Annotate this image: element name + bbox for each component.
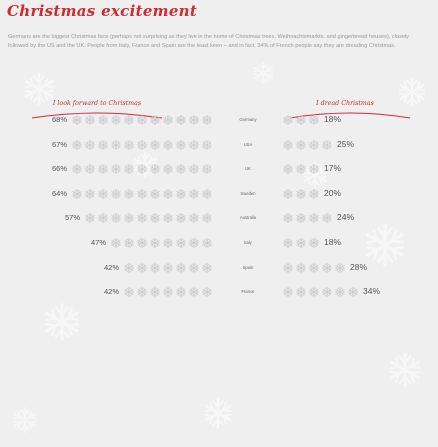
dread-percent: 25% [337, 138, 355, 149]
snowflake-icon [84, 188, 96, 200]
look-forward-percent: 42% [103, 287, 119, 297]
country-label: Sweden [240, 190, 256, 196]
country-row [0, 235, 438, 253]
snowflake-icon [282, 237, 294, 249]
snowflake-icon [308, 212, 320, 224]
snowflake-icon [308, 188, 320, 200]
country-row [0, 137, 438, 155]
snowflake-icon [175, 237, 187, 249]
dread-flakes [282, 237, 320, 249]
snowflake-icon [97, 163, 109, 175]
snowflake-icon [188, 114, 200, 126]
country-row [0, 260, 438, 278]
snowflake-icon [149, 212, 161, 224]
snowflake-icon [321, 212, 333, 224]
snowflake-icon [123, 114, 135, 126]
dread-percent: 24% [337, 212, 355, 223]
snowflake-icon [136, 163, 148, 175]
snowflake-icon [110, 237, 122, 249]
dread-flakes [282, 212, 333, 224]
snowflake-icon [136, 139, 148, 151]
snowflake-icon [97, 114, 109, 126]
dread-flakes [282, 163, 320, 175]
look-forward-percent: 57% [64, 213, 80, 223]
snowflake-icon [282, 286, 294, 298]
snowflake-icon [175, 114, 187, 126]
snowflake-icon [123, 286, 135, 298]
snowflake-icon [347, 286, 359, 298]
snowflake-icon [188, 212, 200, 224]
dread-percent: 28% [350, 261, 368, 272]
snowflake-icon [10, 405, 40, 435]
snowflake-icon [110, 188, 122, 200]
snowflake-icon [175, 188, 187, 200]
snowflake-icon [149, 139, 161, 151]
snowflake-icon [188, 262, 200, 274]
page-title: Christmas excitement [7, 2, 198, 20]
snowflake-icon [149, 114, 161, 126]
snowflake-icon [334, 286, 346, 298]
country-row [0, 112, 438, 130]
snowflake-icon [295, 212, 307, 224]
country-label: UK [245, 166, 251, 172]
snowflake-icon [149, 286, 161, 298]
look-forward-flakes [84, 212, 213, 224]
snowflake-icon [123, 188, 135, 200]
snowflake-icon [282, 262, 294, 274]
snowflake-icon [71, 163, 83, 175]
snowflake-icon [136, 114, 148, 126]
country-row [0, 161, 438, 179]
snowflake-icon [110, 163, 122, 175]
snowflake-icon [282, 212, 294, 224]
look-forward-percent: 47% [90, 238, 106, 247]
dread-flakes [282, 262, 346, 274]
snowflake-icon [308, 139, 320, 151]
snowflake-icon [97, 139, 109, 151]
snowflake-icon [308, 262, 320, 274]
snowflake-icon [334, 262, 346, 274]
background-snowflake-icon [40, 300, 84, 348]
snowflake-icon [188, 237, 200, 249]
snowflake-icon [71, 114, 83, 126]
dread-percent: 17% [324, 163, 342, 174]
snowflake-icon [282, 188, 294, 200]
look-forward-flakes [123, 262, 213, 274]
snowflake-icon [321, 262, 333, 274]
snowflake-icon [162, 262, 174, 274]
snowflake-icon [123, 139, 135, 151]
look-forward-flakes [71, 139, 213, 151]
snowflake-icon [162, 188, 174, 200]
dread-flakes [282, 286, 359, 298]
snowflake-icon [136, 188, 148, 200]
snowflake-icon [282, 139, 294, 151]
dread-percent: 34% [363, 286, 381, 297]
snowflake-icon [136, 286, 148, 298]
background-snowflake-icon [10, 405, 40, 439]
snowflake-icon [84, 139, 96, 151]
look-forward-percent: 42% [103, 262, 119, 272]
snowflake-icon [40, 300, 84, 344]
snowflake-icon [321, 286, 333, 298]
snowflake-icon [162, 237, 174, 249]
snowflake-icon [188, 163, 200, 175]
country-label: France [241, 289, 255, 295]
country-label: USA [243, 141, 253, 147]
snowflake-icon [162, 139, 174, 151]
snowflake-icon [201, 212, 213, 224]
snowflake-icon [188, 188, 200, 200]
country-label: Italy [244, 240, 252, 245]
snowflake-icon [385, 350, 425, 390]
snowflake-icon [175, 286, 187, 298]
snowflake-icon [123, 212, 135, 224]
snowflake-icon [308, 114, 320, 126]
snowflake-icon [201, 262, 213, 274]
snowflake-icon [201, 114, 213, 126]
snowflake-icon [201, 163, 213, 175]
intro-text: Germans are the biggest Christmas fans (perhaps not surprising as they live in the home of Christmas trees, Weihnachtsmarkts, and gingerbread houses), closely followed by the US and the UK. People from Italy, France and Spain are the least keen – and in fact, 34% of French people say they are dreading Christmas. [8, 34, 409, 49]
snowflake-icon [188, 286, 200, 298]
snowflake-icon [149, 163, 161, 175]
look-forward-flakes [123, 286, 213, 298]
look-forward-label: I look forward to Christmas [52, 100, 142, 107]
snowflake-icon [295, 114, 307, 126]
background-snowflake-icon [385, 350, 425, 394]
snowflake-icon [201, 237, 213, 249]
snowflake-icon [308, 237, 320, 249]
look-forward-percent: 64% [51, 188, 67, 198]
look-forward-percent: 66% [51, 164, 67, 174]
country-row [0, 284, 438, 302]
snowflake-icon [188, 139, 200, 151]
snowflake-icon [308, 286, 320, 298]
snowflake-icon [282, 114, 294, 126]
dread-percent: 18% [324, 237, 342, 247]
snowflake-icon [162, 212, 174, 224]
snowflake-icon [149, 188, 161, 200]
snowflake-icon [71, 139, 83, 151]
snowflake-icon [136, 212, 148, 224]
snowflake-icon [123, 262, 135, 274]
snowflake-icon [123, 237, 135, 249]
snowflake-icon [201, 139, 213, 151]
snowflake-icon [250, 60, 276, 86]
snowflake-icon [282, 163, 294, 175]
snowflake-icon [84, 114, 96, 126]
background-snowflake-icon [200, 395, 236, 435]
dread-percent: 20% [324, 187, 342, 198]
snowflake-icon [71, 188, 83, 200]
snowflake-icon [175, 163, 187, 175]
snowflake-icon [295, 237, 307, 249]
country-label: Germany [239, 117, 257, 122]
country-label: Spain [242, 264, 254, 270]
snowflake-icon [201, 286, 213, 298]
look-forward-percent: 67% [51, 139, 67, 149]
snowflake-icon [123, 163, 135, 175]
snowflake-icon [97, 212, 109, 224]
look-forward-flakes [71, 114, 213, 126]
country-label: Australia [239, 215, 257, 221]
background-snowflake-icon [250, 60, 276, 90]
dread-flakes [282, 188, 320, 200]
country-row [0, 210, 438, 228]
snowflake-icon [110, 114, 122, 126]
snowflake-icon [84, 163, 96, 175]
snowflake-icon [321, 139, 333, 151]
look-forward-flakes [110, 237, 213, 249]
snowflake-icon [162, 114, 174, 126]
snowflake-icon [97, 188, 109, 200]
snowflake-icon [295, 139, 307, 151]
look-forward-percent: 68% [51, 115, 67, 124]
snowflake-icon [201, 188, 213, 200]
snowflake-icon [110, 139, 122, 151]
snowflake-icon [162, 286, 174, 298]
snowflake-icon [136, 262, 148, 274]
look-forward-flakes [71, 188, 213, 200]
dread-label: I dread Christmas [316, 100, 374, 107]
dread-flakes [282, 114, 320, 126]
snowflake-icon [200, 395, 236, 431]
snowflake-icon [175, 139, 187, 151]
snowflake-icon [110, 212, 122, 224]
snowflake-icon [162, 163, 174, 175]
snowflake-icon [175, 262, 187, 274]
snowflake-icon [295, 163, 307, 175]
snowflake-icon [295, 262, 307, 274]
snowflake-icon [84, 212, 96, 224]
dread-percent: 18% [324, 114, 342, 124]
look-forward-flakes [71, 163, 213, 175]
snowflake-icon [149, 262, 161, 274]
snowflake-icon [295, 188, 307, 200]
snowflake-icon [136, 237, 148, 249]
country-row [0, 186, 438, 204]
snowflake-icon [295, 286, 307, 298]
dread-flakes [282, 139, 333, 151]
snowflake-icon [149, 237, 161, 249]
snowflake-icon [175, 212, 187, 224]
snowflake-icon [308, 163, 320, 175]
